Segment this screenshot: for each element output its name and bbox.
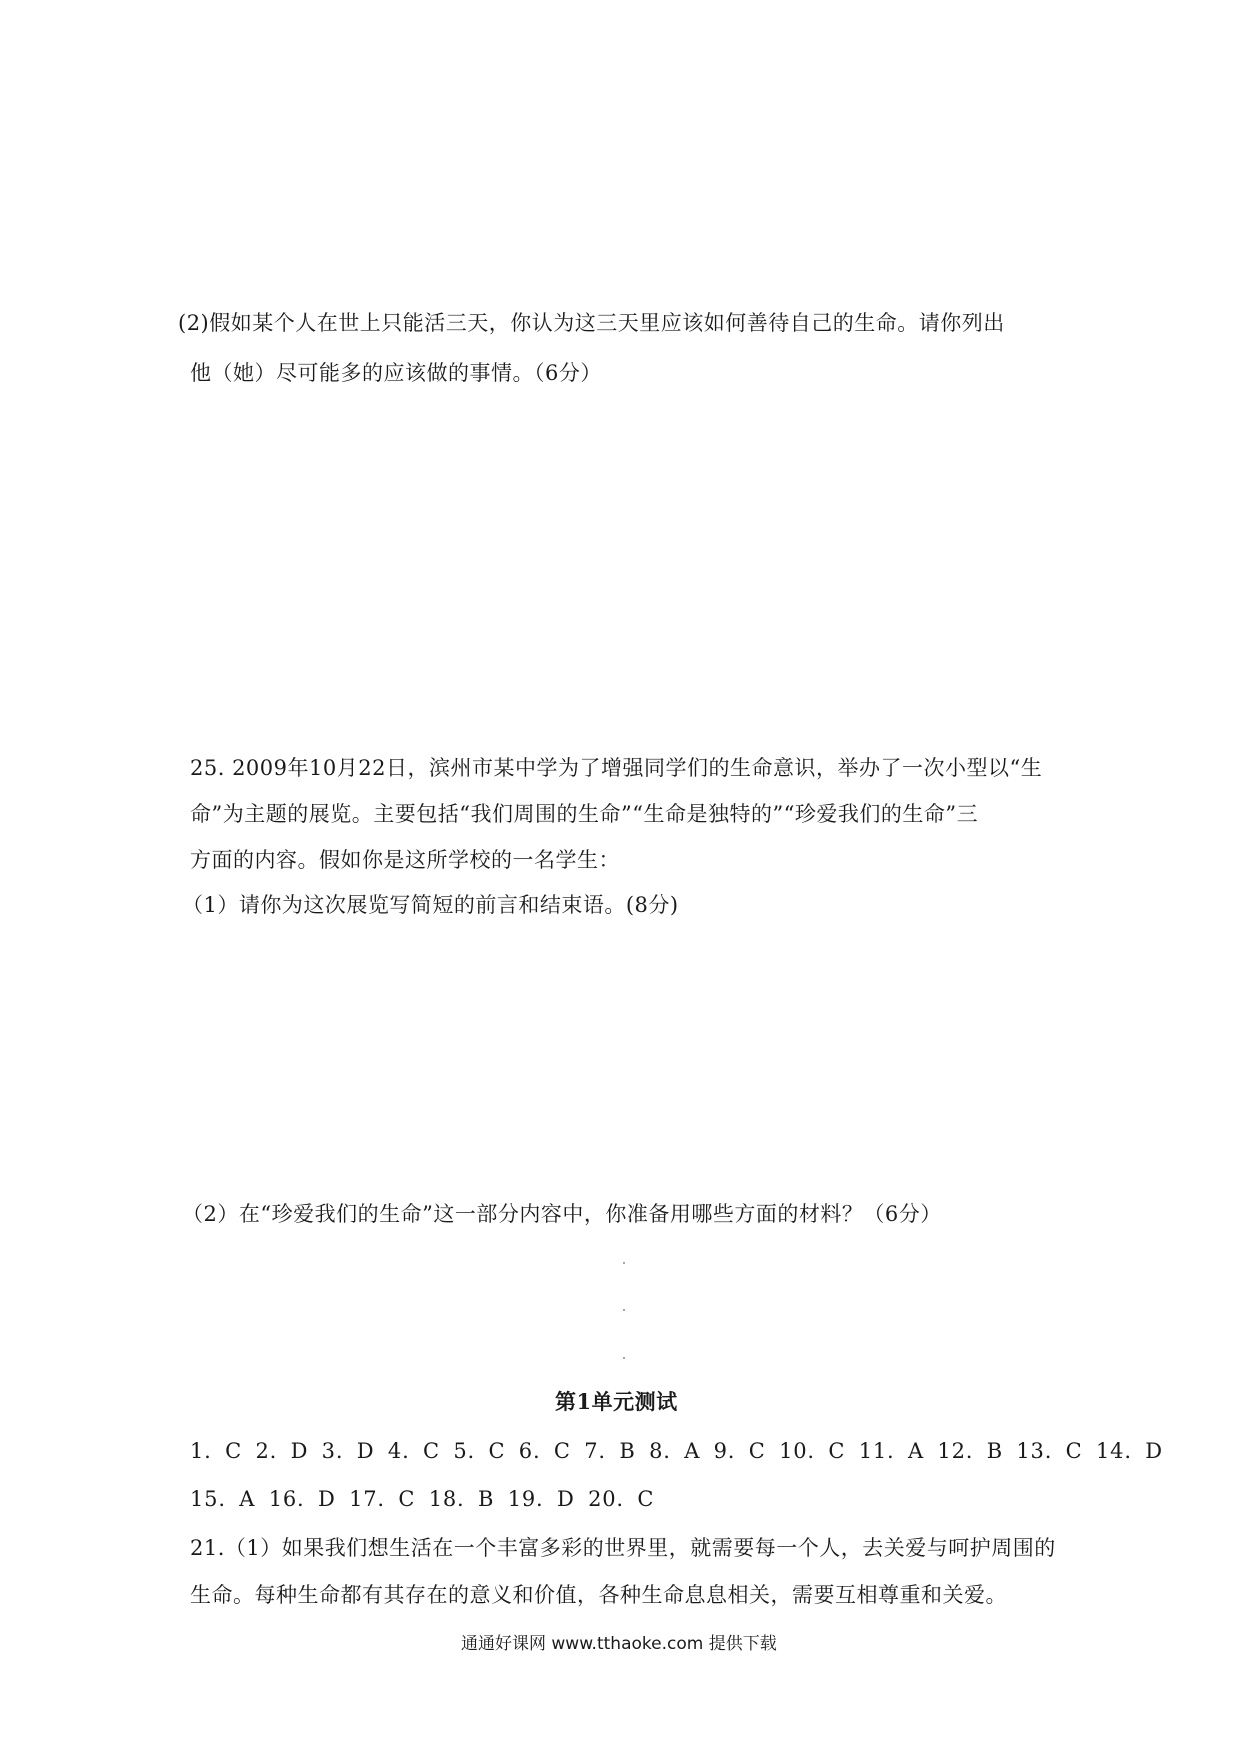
question-24-part-2-line-2: 他（她）尽可能多的应该做的事情。（6分） (190, 361, 602, 385)
answer-row-2: 15. A 16. D 17. C 18. B 19. D 20. C (190, 1487, 655, 1511)
question-25-intro-line-2: 命”为主题的展览。主要包括“我们周围的生命”“生命是独特的”“珍爱我们的生命”三 (190, 802, 979, 826)
answer-21-line-2: 生命。每种生命都有其存在的意义和价值，各种生命息息相关，需要互相尊重和关爱。 (190, 1583, 1007, 1607)
separator-dot (623, 1357, 625, 1359)
question-25-part-1: （1）请你为这次展览写简短的前言和结束语。(8分) (182, 893, 679, 917)
question-25-part-2: （2）在“珍爱我们的生命”这一部分内容中，你准备用哪些方面的材料？（6分） (182, 1202, 942, 1226)
separator-dot (623, 1309, 625, 1311)
question-24-part-2-line-1: (2)假如某个人在世上只能活三天，你认为这三天里应该如何善待自己的生命。请你列出 (178, 311, 1005, 335)
answer-21-line-1: 21.（1）如果我们想生活在一个丰富多彩的世界里，就需要每一个人，去关爱与呵护周围的 (190, 1536, 1056, 1560)
separator-dot (623, 1262, 625, 1264)
answer-row-1: 1. C 2. D 3. D 4. C 5. C 6. C 7. B 8. A 9. C 10. C 11. A 12. B 13. C 14. D (190, 1439, 1163, 1463)
question-25-intro-line-1: 25. 2009年10月22日，滨州市某中学为了增强同学们的生命意识，举办了一次小型以“生 (190, 756, 1043, 780)
footer-credit: 通通好课网 www.tthaoke.com 提供下载 (461, 1634, 777, 1654)
question-25-intro-line-3: 方面的内容。假如你是这所学校的一名学生： (190, 848, 620, 872)
answer-key-title: 第1单元测试 (555, 1389, 678, 1414)
